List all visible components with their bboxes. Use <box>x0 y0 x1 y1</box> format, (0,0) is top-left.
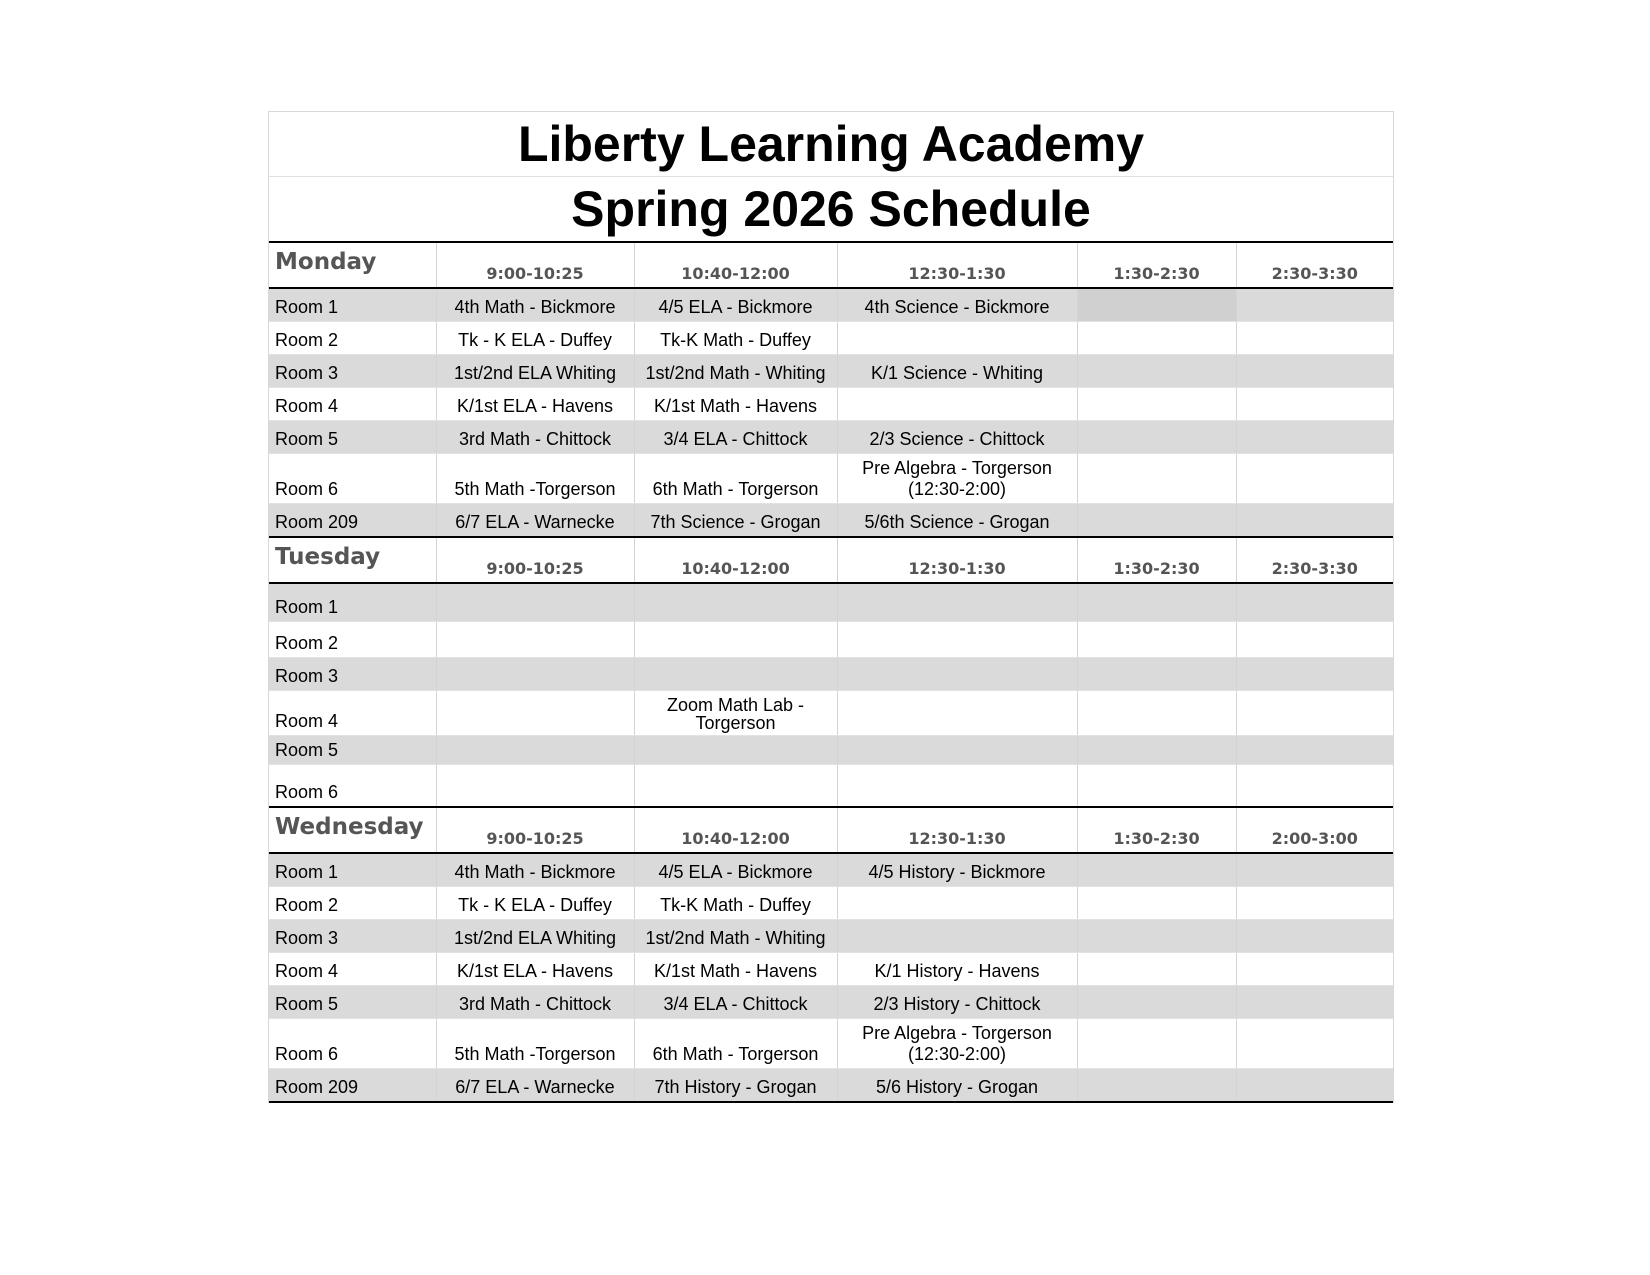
monday-room-row <box>269 388 1393 421</box>
tuesday-room-row <box>269 765 1393 808</box>
class-cell <box>634 765 837 808</box>
class-cell: Tk - K ELA - Duffey <box>436 887 634 920</box>
class-cell <box>837 622 1077 658</box>
room-label: Room 2 <box>269 622 436 658</box>
class-cell: 4th Math - Bickmore <box>436 853 634 887</box>
monday-room-row <box>269 322 1393 355</box>
class-cell <box>634 736 837 765</box>
class-cell <box>1077 853 1236 887</box>
time-slot-header: 1:30-2:30 <box>1077 243 1236 288</box>
class-cell: 7th History - Grogan <box>634 1069 837 1103</box>
monday-room-row <box>269 454 1393 504</box>
class-name: Pre Algebra - Torgerson <box>862 1023 1052 1043</box>
class-cell <box>1236 388 1393 421</box>
class-cell <box>1236 355 1393 388</box>
class-cell: K/1st Math - Havens <box>634 388 837 421</box>
class-cell <box>1077 1069 1236 1103</box>
class-cell <box>1236 953 1393 986</box>
monday-room-row <box>269 421 1393 454</box>
class-cell: 4/5 ELA - Bickmore <box>634 288 837 322</box>
class-cell <box>1077 765 1236 808</box>
monday-room-row <box>269 288 1393 322</box>
room-label: Room 4 <box>269 691 436 736</box>
wednesday-room-row <box>269 853 1393 887</box>
class-cell <box>837 388 1077 421</box>
class-cell <box>1236 583 1393 622</box>
class-cell <box>1236 986 1393 1019</box>
room-label: Room 1 <box>269 853 436 887</box>
class-cell <box>1077 887 1236 920</box>
room-label: Room 209 <box>269 1069 436 1103</box>
monday-room-row <box>269 504 1393 538</box>
class-cell <box>837 765 1077 808</box>
time-slot-header: 1:30-2:30 <box>1077 807 1236 853</box>
class-cell <box>1077 454 1236 504</box>
class-cell: 1st/2nd ELA Whiting <box>436 920 634 953</box>
class-cell: 6/7 ELA - Warnecke <box>436 1069 634 1103</box>
time-slot-header: 9:00-10:25 <box>436 807 634 853</box>
class-cell <box>1077 736 1236 765</box>
class-cell <box>1236 765 1393 808</box>
room-label: Room 6 <box>269 454 436 504</box>
class-cell <box>436 583 634 622</box>
class-cell: 5/6th Science - Grogan <box>837 504 1077 538</box>
class-cell: 4th Math - Bickmore <box>436 288 634 322</box>
class-cell: 4/5 ELA - Bickmore <box>634 853 837 887</box>
class-cell: 5/6 History - Grogan <box>837 1069 1077 1103</box>
room-label: Room 6 <box>269 765 436 808</box>
class-cell: K/1st ELA - Havens <box>436 388 634 421</box>
class-cell <box>837 887 1077 920</box>
time-slot-header: 12:30-1:30 <box>837 243 1077 288</box>
class-cell <box>1236 1019 1393 1069</box>
time-slot-header: 10:40-12:00 <box>634 537 837 583</box>
class-cell: K/1st ELA - Havens <box>436 953 634 986</box>
time-slot-header: 9:00-10:25 <box>436 243 634 288</box>
class-cell: 7th Science - Grogan <box>634 504 837 538</box>
class-cell: 6th Math - Torgerson <box>634 1019 837 1069</box>
wednesday-room-row <box>269 920 1393 953</box>
class-cell: 3rd Math - Chittock <box>436 421 634 454</box>
class-cell: 5th Math -Torgerson <box>436 1019 634 1069</box>
tuesday-header-row <box>269 537 1393 583</box>
class-cell <box>1077 355 1236 388</box>
class-cell: 2/3 History - Chittock <box>837 986 1077 1019</box>
room-label: Room 2 <box>269 322 436 355</box>
class-cell <box>1077 504 1236 538</box>
room-label: Room 209 <box>269 504 436 538</box>
class-cell <box>1077 920 1236 953</box>
tuesday-room-row <box>269 622 1393 658</box>
tuesday-room-row <box>269 736 1393 765</box>
tuesday-room-row <box>269 658 1393 691</box>
class-cell: Tk-K Math - Duffey <box>634 322 837 355</box>
class-cell: 4/5 History - Bickmore <box>837 853 1077 887</box>
schedule-table <box>269 243 1393 1103</box>
class-cell <box>1236 1069 1393 1103</box>
class-cell <box>1236 853 1393 887</box>
class-cell: 6th Math - Torgerson <box>634 454 837 504</box>
class-cell <box>837 583 1077 622</box>
class-cell <box>436 691 634 736</box>
class-cell <box>1236 691 1393 736</box>
class-cell: K/1st Math - Havens <box>634 953 837 986</box>
class-cell: Tk-K Math - Duffey <box>634 887 837 920</box>
time-slot-header: 10:40-12:00 <box>634 243 837 288</box>
class-cell: 6/7 ELA - Warnecke <box>436 504 634 538</box>
class-cell: 3/4 ELA - Chittock <box>634 421 837 454</box>
class-cell <box>1077 658 1236 691</box>
room-label: Room 5 <box>269 736 436 765</box>
class-cell <box>1236 421 1393 454</box>
class-cell <box>436 622 634 658</box>
day-label-wednesday: Wednesday <box>269 807 436 853</box>
class-cell <box>1077 421 1236 454</box>
class-note: Torgerson <box>695 713 776 733</box>
class-cell <box>436 765 634 808</box>
class-cell: 1st/2nd ELA Whiting <box>436 355 634 388</box>
class-name: Zoom Math Lab - <box>666 695 805 715</box>
monday-room-row <box>269 355 1393 388</box>
wednesday-room-row <box>269 986 1393 1019</box>
class-cell: 1st/2nd Math - Whiting <box>634 355 837 388</box>
room-label: Room 3 <box>269 920 436 953</box>
wednesday-room-row <box>269 887 1393 920</box>
time-slot-header: 2:30-3:30 <box>1236 243 1393 288</box>
class-cell: K/1 Science - Whiting <box>837 355 1077 388</box>
class-cell: 1st/2nd Math - Whiting <box>634 920 837 953</box>
class-cell <box>634 691 837 736</box>
room-label: Room 4 <box>269 953 436 986</box>
class-cell <box>1236 454 1393 504</box>
class-cell: 3rd Math - Chittock <box>436 986 634 1019</box>
class-cell: Tk - K ELA - Duffey <box>436 322 634 355</box>
school-title: Liberty Learning Academy <box>269 111 1393 177</box>
tuesday-room-row <box>269 691 1393 736</box>
room-label: Room 1 <box>269 288 436 322</box>
room-label: Room 5 <box>269 986 436 1019</box>
wednesday-room-row <box>269 1019 1393 1069</box>
class-cell <box>1077 986 1236 1019</box>
class-cell <box>1077 388 1236 421</box>
class-cell <box>634 583 837 622</box>
tuesday-room-row <box>269 583 1393 622</box>
class-cell <box>1077 583 1236 622</box>
class-cell <box>837 322 1077 355</box>
class-cell <box>837 658 1077 691</box>
class-cell: 3/4 ELA - Chittock <box>634 986 837 1019</box>
wednesday-room-row <box>269 1069 1393 1103</box>
class-note: (12:30-2:00) <box>907 1044 1007 1064</box>
room-label: Room 3 <box>269 355 436 388</box>
room-label: Room 6 <box>269 1019 436 1069</box>
wednesday-room-row <box>269 953 1393 986</box>
class-cell <box>1236 504 1393 538</box>
schedule-sheet <box>268 111 1394 1103</box>
class-cell: 5th Math -Torgerson <box>436 454 634 504</box>
class-cell <box>837 736 1077 765</box>
class-note: (12:30-2:00) <box>907 479 1007 499</box>
class-cell: 4th Science - Bickmore <box>837 288 1077 322</box>
time-slot-header: 9:00-10:25 <box>436 537 634 583</box>
class-cell <box>1236 622 1393 658</box>
class-cell <box>837 454 1077 504</box>
class-cell <box>837 920 1077 953</box>
class-cell <box>1077 691 1236 736</box>
wednesday-header-row <box>269 807 1393 853</box>
class-cell <box>1236 887 1393 920</box>
class-cell <box>837 1019 1077 1069</box>
class-name: Pre Algebra - Torgerson <box>862 458 1052 478</box>
monday-header-row <box>269 243 1393 288</box>
time-slot-header: 12:30-1:30 <box>837 537 1077 583</box>
class-cell <box>1077 953 1236 986</box>
day-label-tuesday: Tuesday <box>269 537 436 583</box>
class-cell <box>1077 322 1236 355</box>
room-label: Room 3 <box>269 658 436 691</box>
class-cell <box>634 658 837 691</box>
class-cell: 2/3 Science - Chittock <box>837 421 1077 454</box>
room-label: Room 1 <box>269 583 436 622</box>
class-cell <box>1236 322 1393 355</box>
class-cell <box>1077 1019 1236 1069</box>
class-cell <box>1077 622 1236 658</box>
room-label: Room 2 <box>269 887 436 920</box>
schedule-title: Spring 2026 Schedule <box>269 177 1393 243</box>
class-cell <box>1077 288 1236 322</box>
class-cell <box>1236 658 1393 691</box>
time-slot-header: 2:00-3:00 <box>1236 807 1393 853</box>
class-cell <box>436 736 634 765</box>
room-label: Room 5 <box>269 421 436 454</box>
time-slot-header: 1:30-2:30 <box>1077 537 1236 583</box>
class-cell <box>1236 288 1393 322</box>
class-cell: K/1 History - Havens <box>837 953 1077 986</box>
time-slot-header: 2:30-3:30 <box>1236 537 1393 583</box>
class-cell <box>436 658 634 691</box>
day-label-monday: Monday <box>269 243 436 288</box>
time-slot-header: 10:40-12:00 <box>634 807 837 853</box>
time-slot-header: 12:30-1:30 <box>837 807 1077 853</box>
class-cell <box>634 622 837 658</box>
room-label: Room 4 <box>269 388 436 421</box>
class-cell <box>1236 736 1393 765</box>
class-cell <box>837 691 1077 736</box>
class-cell <box>1236 920 1393 953</box>
